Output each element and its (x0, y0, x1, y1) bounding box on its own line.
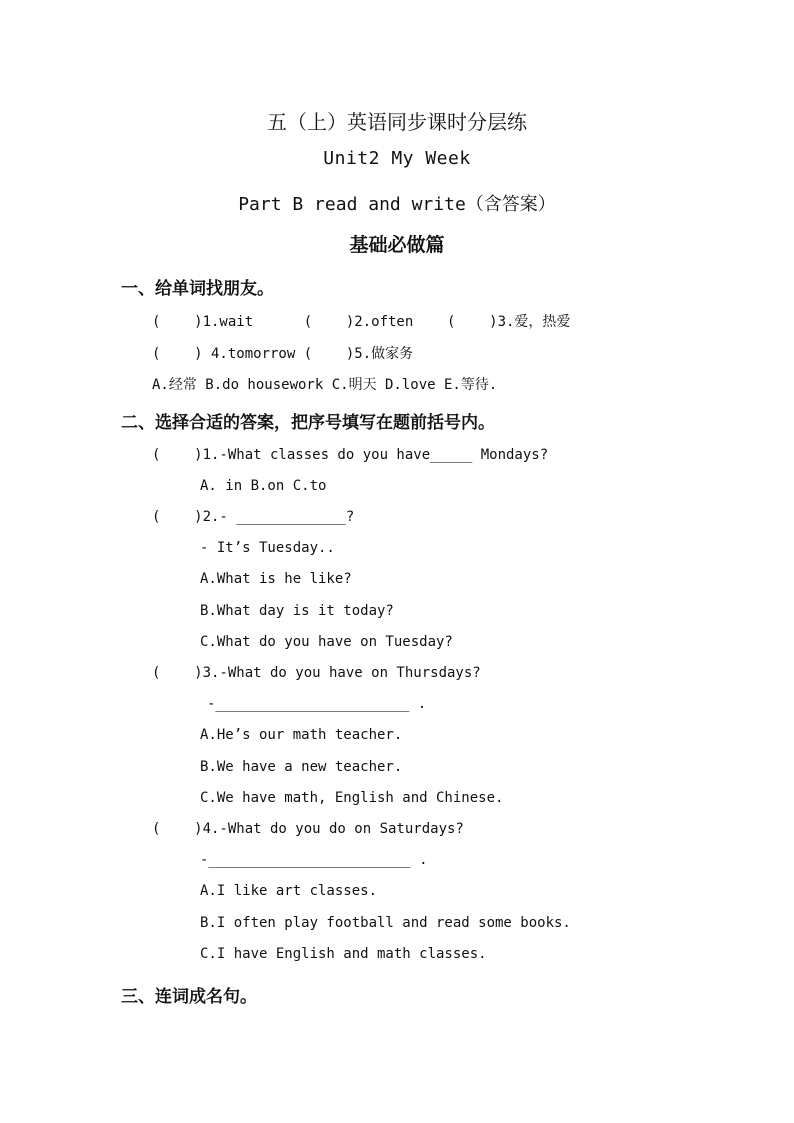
level-title: 基础必做篇 (349, 234, 445, 256)
section1-heading: 一、给单词找朋友。 (121, 279, 274, 299)
section1-options: A.经常 B.do housework C.明天 D.love E.等待. (152, 377, 498, 393)
section1-row2: ( ) 4.tomorrow ( )5.做家务 (152, 346, 414, 362)
q3-option-c: C.We have math, English and Chinese. (200, 790, 504, 806)
document-title: 五（上）英语同步课时分层练 (267, 110, 527, 134)
q2-option-c: C.What do you have on Tuesday? (200, 634, 453, 650)
section1-row1: ( )1.wait ( )2.often ( )3.爱，热爱 (152, 314, 571, 330)
q2-option-b: B.What day is it today? (200, 603, 394, 619)
q1-stem: ( )1.-What classes do you have_____ Mondays? (152, 447, 549, 463)
q3-option-a: A.He’s our math teacher. (200, 727, 403, 743)
section2-heading: 二、选择合适的答案，把序号填写在题前括号内。 (121, 413, 495, 433)
q4-option-b: B.I often play football and read some books. (200, 915, 571, 931)
q4-option-c: C.I have English and math classes. (200, 946, 487, 962)
q4-stem: ( )4.-What do you do on Saturdays? (152, 821, 464, 837)
q3-stem: ( )3.-What do you have on Thursdays? (152, 665, 481, 681)
q4-option-a: A.I like art classes. (200, 883, 378, 899)
q3-blank: -_______________________ . (207, 696, 427, 712)
section3-heading: 三、连词成名句。 (121, 987, 257, 1007)
q4-blank: -________________________ . (200, 852, 428, 868)
q3-option-b: B.We have a new teacher. (200, 759, 403, 775)
part-title: Part B read and write（含答案） (238, 194, 556, 215)
q2-stem: ( )2.- _____________? (152, 509, 355, 525)
q2-answer-prompt: - It’s Tuesday.. (200, 540, 335, 556)
unit-title: Unit2 My Week (323, 148, 471, 169)
q2-option-a: A.What is he like? (200, 571, 352, 587)
q1-options: A. in B.on C.to (200, 478, 327, 494)
